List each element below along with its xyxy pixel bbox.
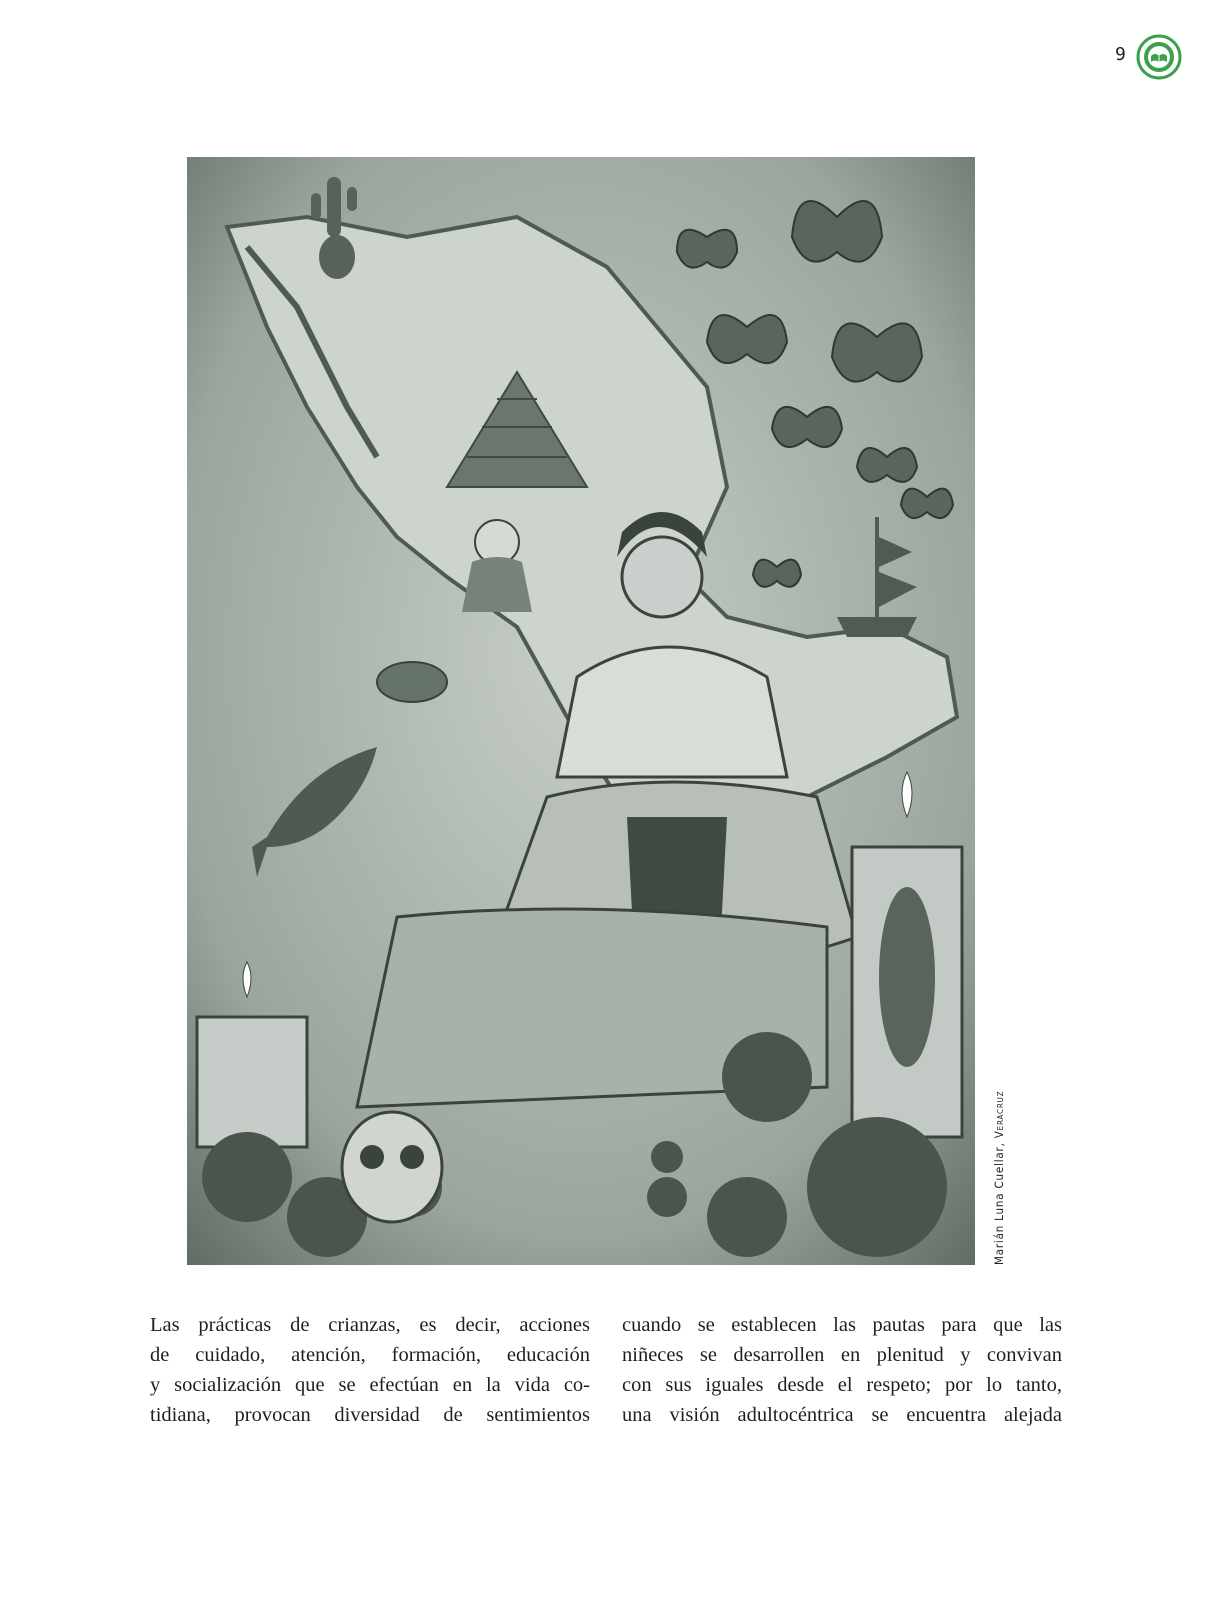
body-text-right-column — [622, 1310, 1062, 1430]
text-line: niñeces se desarrollen en plenitud y convivan — [622, 1344, 1062, 1366]
artwork-credit-place: Veracruz — [992, 1090, 1006, 1139]
text-line: cuando se establecen las pautas para que las — [622, 1314, 1062, 1336]
artwork-credit — [992, 1091, 1006, 1265]
circular-book-logo-icon — [1136, 34, 1182, 80]
text-line: tidiana, provocan diversidad de sentimientos — [150, 1404, 590, 1426]
text-line: Las prácticas de crianzas, es decir, acciones — [150, 1314, 590, 1336]
text-line: y socialización que se efectúan en la vida co- — [150, 1374, 590, 1396]
text-line: con sus iguales desde el respeto; por lo tanto, — [622, 1374, 1062, 1396]
page-number: 9 — [1115, 44, 1126, 65]
text-line: de cuidado, atención, formación, educación — [150, 1344, 590, 1366]
artwork-credit-name: Marián Luna Cuellar, — [992, 1142, 1006, 1265]
body-text-left-column — [150, 1310, 590, 1430]
watercolor-illustration — [187, 157, 975, 1265]
text-line: una visión adultocéntrica se encuentra alejada — [622, 1404, 1062, 1426]
